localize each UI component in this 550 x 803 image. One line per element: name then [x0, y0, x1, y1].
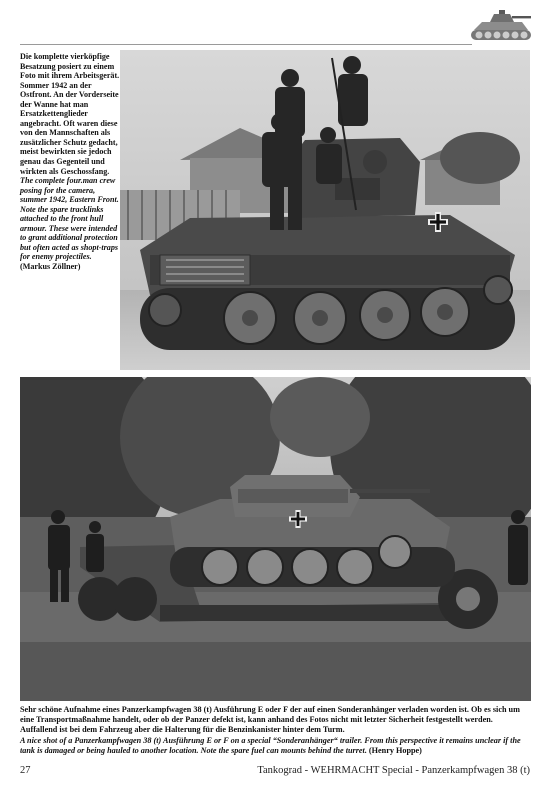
- side-caption-english: The complete four.man crew posing for the camera, summer 1942, Eastern Front. Note the spare tracklinks attached to the front hull armour. These were intended to grant additional protection but often acted as shopt-traps for enemy projectiles.: [20, 176, 119, 262]
- bottom-caption-german: Sehr schöne Aufnahme eines Panzerkampfwagen 38 (t) Ausführung E oder F der auf einen Sonderanhänger verladen worden ist. Ob es sich um eine Transportmaßnahme handelt, oder ob der Panzer defekt ist, kann anhand des Fotos nicht mit letzter Sicherheit festgestellt werden. Auffallend ist bei dem Fahrzeug aber die Halterung für die Benzinkanister hinter dem Turm.: [20, 705, 520, 735]
- photo-tank-on-trailer: [20, 377, 531, 701]
- tank-logo-icon: [470, 6, 532, 42]
- running-footer: Tankograd - WEHRMACHT Special - Panzerkampfwagen 38 (t): [257, 765, 530, 776]
- side-caption: [20, 52, 120, 272]
- page-number: 27: [20, 765, 31, 776]
- side-caption-credit: (Markus Zöllner): [20, 262, 81, 272]
- bottom-caption-english: A nice shot of a Panzerkampfwagen 38 (t) Ausführung E or F on a special “Sonderanhänger“ trailer. From this perspective it remains unclear if the tank is damaged or being hauled to another location. Note the spare fuel can mounts behind the turret.: [20, 735, 521, 755]
- header-rule: [20, 44, 472, 45]
- side-caption-german: Die komplette vierköpfige Besatzung posiert zu einem Foto mit ihrem Arbeitsgerät. Sommer 1942 an der Ostfront. An der Vorderseite der Wanne hat man Ersatzkettenglieder angebracht. Oft waren diese von den Mannschaften als zusätzlicher Schutz gedacht, meist bewirkten sie jedoch genau das Gegenteil und wirkten als Geschossfang.: [20, 52, 120, 176]
- bottom-caption: [20, 705, 531, 756]
- photo-crew-on-tank: [120, 50, 530, 370]
- bottom-caption-credit: (Henry Hoppe): [368, 745, 422, 755]
